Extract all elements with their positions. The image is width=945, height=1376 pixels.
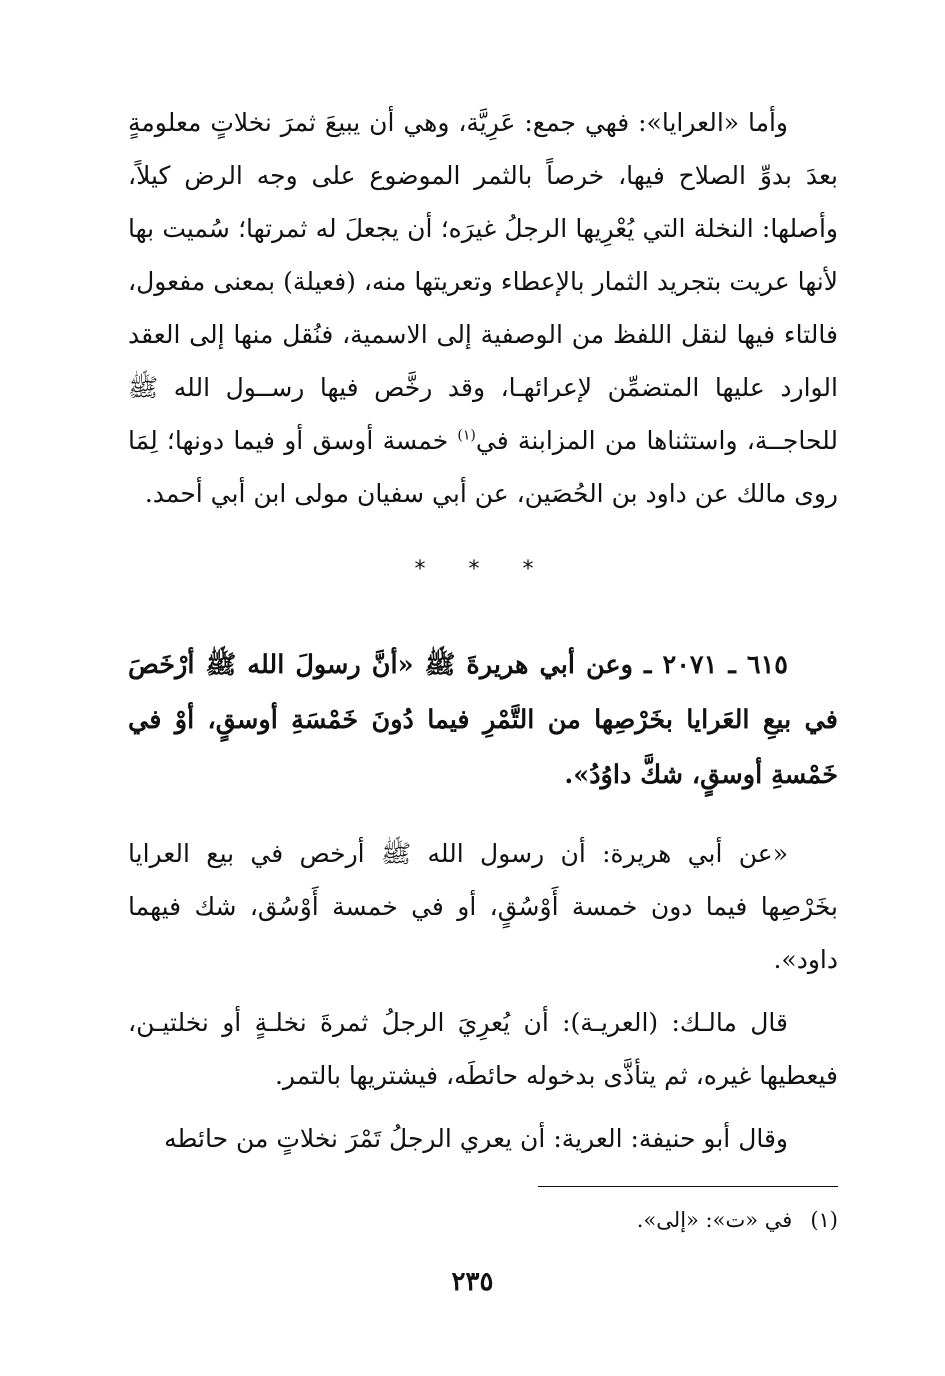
paragraph-arayah-definition	[128, 96, 838, 520]
footnote-divider	[538, 1186, 838, 1187]
section-separator: * * *	[414, 557, 552, 582]
paragraph-text: وأما «العرايا»: فهي جمع: عَرِيَّة، وهي أن يبيعَ ثمرَ نخلاتٍ معلومةٍ بعدَ بدوِّ الصلاح فيها، خرصاً بالثمر الموضوع على وجه الرض كيلاً، وأصلها: النخلة التي يُعْرِيها الرجلُ غيرَه؛ أن يجعلَ له ثمرتها؛ سُميت بها لأنها عريت بتجريد الثمار بالإعطاء وتعريتها منه، (فعيلة) بمعنى مفعول، فالتاء فيها لنقل اللفظ من الوصفية إلى الاسمية، فنُقل منها إلى العقد الوارد عليها المتضمِّن لإعرائهـا، وقد رخَّص فيها رســول الله ﷺ للحاجــة، واستثناها من المزابنة في	[128, 108, 838, 455]
footnote	[637, 1202, 838, 1238]
paragraph-abu-hurayra: «عن أبي هريرة: أن رسول الله ﷺ أرخص في بيع العرايا بخَرْصِها فيما دون خمسة أَوْسُقٍ، أو في خمسة أَوْسُق، شك فيهما داود».	[128, 839, 838, 974]
paragraph-abu-hanifa: وقال أبو حنيفة: العرية: أن يعري الرجلُ تَمْرَ نخلاتٍ من حائطه	[164, 1124, 788, 1153]
paragraph-malik: قال مالـك: (العريـة): أن يُعرِيَ الرجلُ ثمرةَ نخلـةٍ أو نخلتيـن، فيعطيها غيره، ثم يتأذَّى بدخوله حائطَه، فيشتريها بالتمر.	[128, 1008, 838, 1090]
footnote-text: في «ت»: «إلى».	[636, 1208, 793, 1232]
footnote-number: (١)	[810, 1208, 838, 1232]
hadith-text: ٦١٥ ـ ٢٠٧١ ـ وعن أبي هريرةَ ﷺ «أنَّ رسولَ الله ﷺ أرْخَصَ في بيعِ العَرايا بخَرْصِها من التَّمْرِ فيما دُونَ خَمْسَةِ أوسقٍ، أوْ في خَمْسةِ أوسقٍ، شكَّ داوُدُ».	[128, 650, 838, 790]
paragraph-text-continued: خمسة أوسق أو فيما دونها؛ لِمَا روى مالك عن داود بن الحُصَين، عن أبي سفيان مولى ابن أبي أحمد.	[128, 426, 838, 508]
page-number: ٢٣٥	[451, 1267, 494, 1297]
page-body	[128, 96, 838, 1165]
footnote-reference: (١)	[457, 427, 476, 444]
